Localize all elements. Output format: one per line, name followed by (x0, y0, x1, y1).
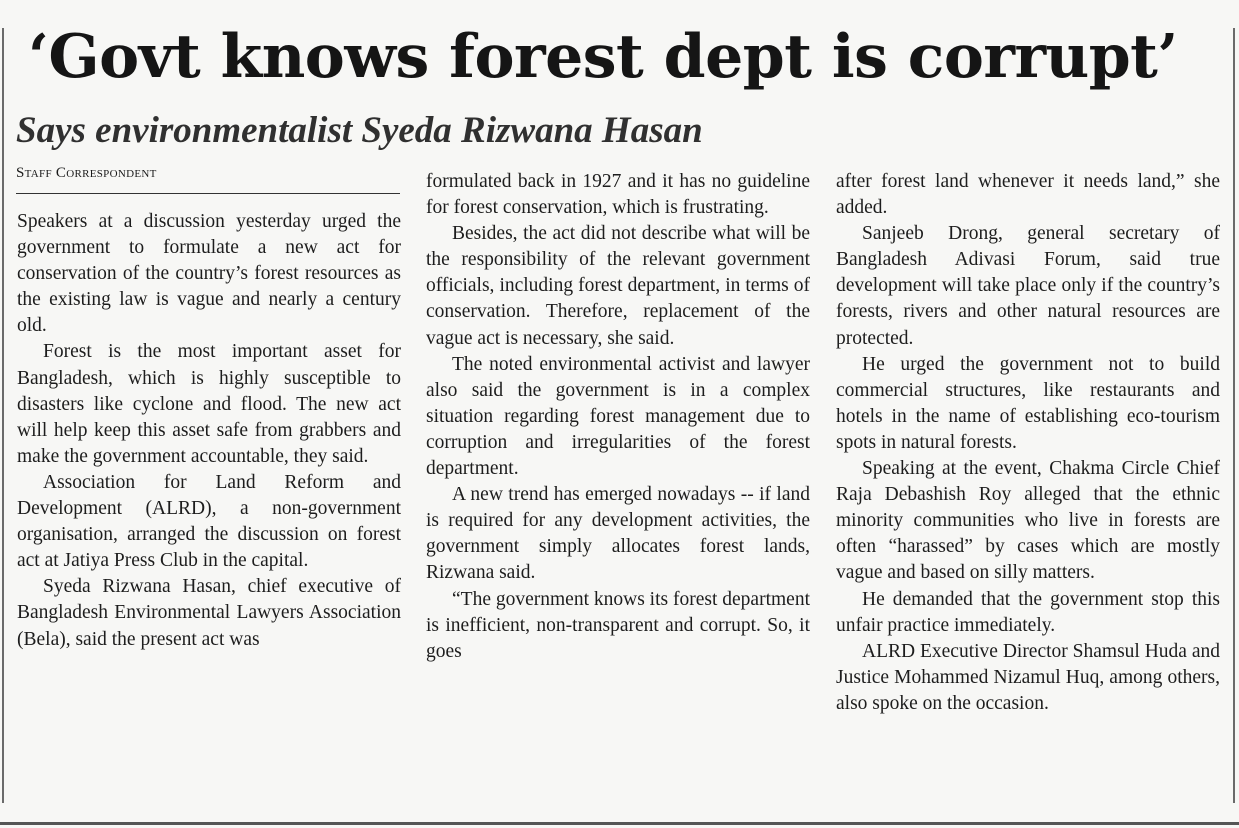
paragraph: Association for Land Reform and Development (ALRD), a non-government organisation, arranged the discussion on forest act at Jatiya Press Club in the capital. (17, 471, 401, 572)
paragraph: formulated back in 1927 and it has no guideline for forest conservation, which is frustrating. (426, 171, 810, 219)
right-frame-rule (1233, 28, 1235, 803)
byline: Staff Correspondent (16, 165, 157, 181)
paragraph: “The government knows its forest department is inefficient, non-transparent and corrupt. So, it goes (426, 588, 810, 662)
paragraph: Speaking at the event, Chakma Circle Chief Raja Debashish Roy alleged that the ethnic minority communities who live in forests are often “harassed” by cases which are mostly vague and based on silly matters. (836, 458, 1220, 584)
paragraph: Besides, the act did not describe what will be the responsibility of the relevant government officials, including forest department, in terms of conservation. Therefore, replacement of the vague act is necessary, she said. (426, 223, 810, 349)
paragraph: He demanded that the government stop this unfair practice immediately. (836, 588, 1220, 636)
left-frame-rule (2, 28, 4, 803)
paragraph: Syeda Rizwana Hasan, chief executive of Bangladesh Environmental Lawyers Association (Bela), said the present act was (17, 576, 401, 650)
byline-divider (16, 193, 400, 194)
paragraph: Sanjeeb Drong, general secretary of Bangladesh Adivasi Forum, said true development will take place only if the country’s forests, rivers and other natural resources are protected. (836, 223, 1220, 349)
paragraph: Forest is the most important asset for Bangladesh, which is highly susceptible to disasters like cyclone and flood. The new act will help keep this asset safe from grabbers and make the government accountable, they said. (17, 341, 401, 467)
article-column-2 (426, 169, 810, 665)
subheadline: Says environmentalist Syeda Rizwana Hasan (16, 110, 703, 151)
paragraph: ALRD Executive Director Shamsul Huda and Justice Mohammed Nizamul Huq, among others, also spoke on the occasion. (836, 640, 1220, 714)
bottom-frame-rule (0, 822, 1239, 825)
paragraph: The noted environmental activist and lawyer also said the government is in a complex situation regarding forest management due to corruption and irregularities of the forest department. (426, 353, 810, 480)
article-column-3 (836, 169, 1220, 717)
paragraph: He urged the government not to build commercial structures, like restaurants and hotels in the name of establishing eco-tourism spots in natural forests. (836, 353, 1220, 453)
article-column-1 (17, 209, 401, 653)
paragraph: Speakers at a discussion yesterday urged the government to formulate a new act for conservation of the country’s forest resources as the existing law is vague and nearly a century old. (17, 211, 401, 337)
headline: ‘Govt knows forest dept is corrupt’ (28, 22, 1178, 92)
paragraph: after forest land whenever it needs land,” she added. (836, 171, 1220, 219)
paragraph: A new trend has emerged nowadays -- if land is required for any development activities, the government simply allocates forest lands, Rizwana said. (426, 484, 810, 584)
